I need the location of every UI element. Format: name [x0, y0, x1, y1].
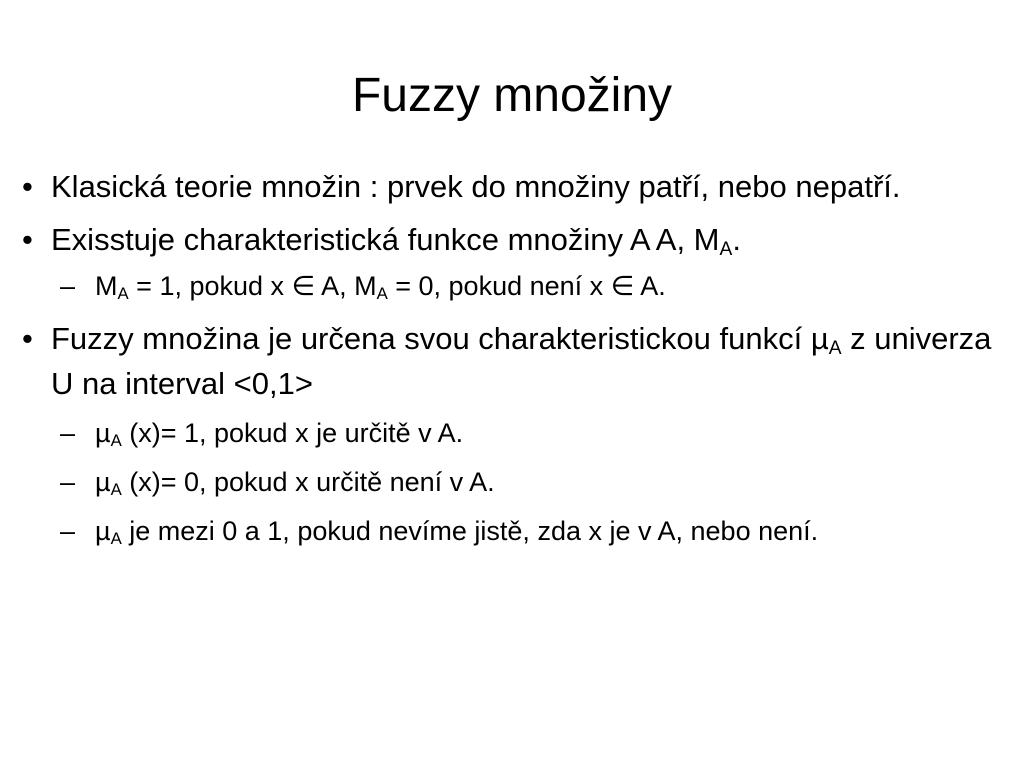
bullet-text: Fuzzy množina je určena svou charakteristickou funkcí µ — [51, 321, 829, 356]
bullet-text: Klasická teorie množin : prvek do množiny patří, nebo nepatří. — [51, 169, 901, 204]
slide-content — [20, 164, 1000, 551]
bullet-marker: • — [22, 222, 33, 257]
subscript: A — [117, 284, 129, 304]
bullet-text-end: z univerza U na interval <0,1> — [51, 321, 992, 401]
element-of-symbol: ∈ — [291, 271, 316, 301]
slide-title: Fuzzy množiny — [351, 69, 673, 122]
bullet-classical-set-theory — [20, 164, 1000, 209]
subbullet-text: µ$_A$ (x)= 1, pokud x je určitě v A. — [95, 418, 464, 451]
dash-marker: – — [60, 418, 76, 448]
dash-marker: – — [60, 271, 76, 301]
dash-marker: – — [60, 467, 76, 497]
bullet-marker: • — [22, 321, 33, 356]
subbullet-membership-one — [20, 413, 1000, 453]
subscript: A — [110, 529, 122, 549]
subbullet-text: µ$_A$ (x)= 0, pokud x určitě není v A. — [95, 467, 495, 500]
bullet-characteristic-function — [20, 217, 1000, 262]
subbullet-text: µ$_A$ je mezi 0 a 1, pokud nevíme jistě, zda x je v A, nebo není. — [95, 516, 819, 549]
subscript: A — [828, 337, 842, 359]
bullet-fuzzy-set-definition — [20, 316, 1000, 406]
bullet-marker: • — [22, 169, 33, 204]
dash-marker: – — [60, 516, 76, 546]
subscript: A — [376, 284, 388, 304]
subbullet-membership-zero — [20, 462, 1000, 502]
subbullet-text: $M_A = 1$, pokud x ∈ A, $M_A = 0$, pokud není x ∈ A. — [95, 271, 666, 304]
element-of-symbol: ∈ — [610, 271, 635, 301]
bullet-text-end: . — [732, 222, 741, 257]
subscript: A — [110, 480, 122, 500]
subbullet-characteristic-values — [20, 266, 1000, 306]
subbullet-membership-partial — [20, 511, 1000, 551]
subscript: A — [110, 431, 122, 451]
subscript: A — [719, 238, 733, 260]
bullet-text: Exisstuje charakteristická funkce množiny A A, M — [51, 222, 720, 257]
